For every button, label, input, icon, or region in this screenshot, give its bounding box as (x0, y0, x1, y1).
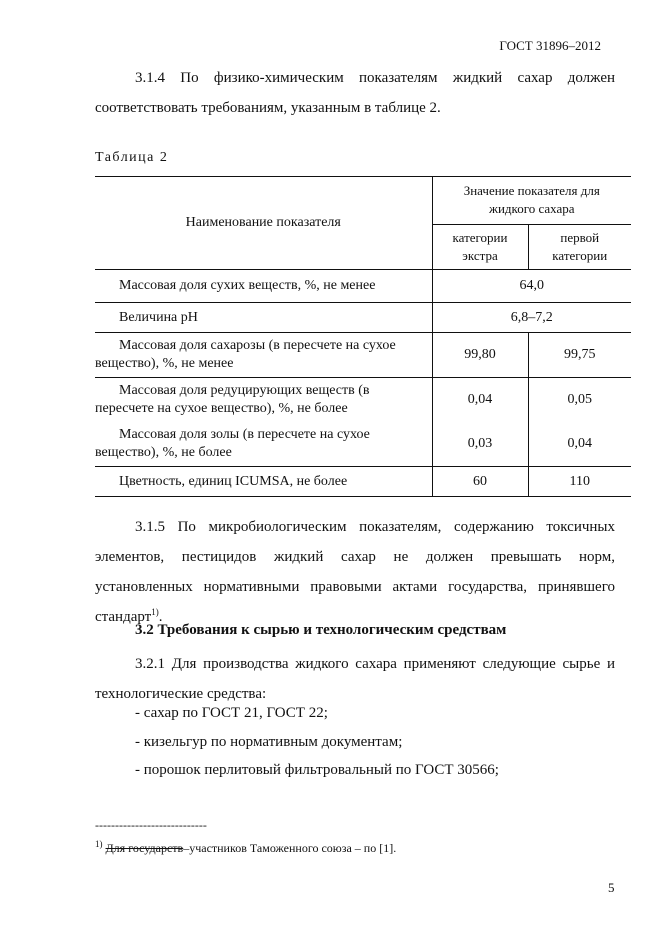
paragraph-line: технологические средства: (95, 686, 267, 702)
row-name: Цветность, единиц ICUMSA, не более (95, 467, 432, 497)
paragraph-3-2-1 (95, 649, 615, 709)
header-extra-category (432, 224, 528, 270)
paragraph-text: 3.2.1 Для производства жидкого сахара применяют следующие сырье и (135, 656, 615, 672)
table-row (95, 303, 631, 333)
row-value-first: 110 (528, 467, 631, 497)
table-2 (95, 176, 631, 497)
row-value-extra: 0,03 (432, 422, 528, 467)
table-caption: Таблица 2 (95, 150, 169, 165)
header-text: Значение показателя для (463, 183, 600, 199)
row-value-first: 99,75 (528, 333, 631, 378)
row-name: Величина рН (95, 303, 432, 333)
row-value-extra: 99,80 (432, 333, 528, 378)
row-value-first: 0,04 (528, 422, 631, 467)
paragraph-text: стандарт (95, 609, 152, 625)
row-name: Массовая доля золы (в пересчете на сухое вещество), %, не более (95, 422, 432, 467)
table-row (95, 378, 631, 423)
header-text: экстра (462, 247, 498, 263)
header-text: категории (452, 229, 508, 245)
table-row (95, 467, 631, 497)
footnote (95, 841, 396, 856)
document-code: ГОСТ 31896–2012 (499, 38, 601, 53)
footnote-separator: ---------------------------- (95, 818, 207, 832)
row-value-first: 0,05 (567, 392, 592, 407)
paragraph-line: установленных нормативными правовыми актами государства, принявшего (95, 579, 615, 595)
footnote-marker: 1) (95, 839, 103, 849)
paragraph-3-1-5 (95, 512, 615, 632)
paragraph-line (95, 63, 615, 93)
list-item: - кизельгур по нормативным документам; (135, 734, 403, 750)
paragraph-line: соответствовать требованиям, указанным в таблице 2. (95, 100, 441, 116)
table-row (95, 333, 631, 378)
footnote-text-struck: Для государств (105, 841, 184, 855)
paragraph-text: . (158, 609, 163, 625)
header-text: жидкого сахара (488, 201, 575, 217)
footnote-text: –участников Таможенного союза – по [1]. (183, 841, 397, 855)
header-value-group (432, 177, 631, 225)
paragraph-line (95, 649, 615, 679)
row-name: Массовая доля редуцирующих веществ (в пересчете на сухое вещество), %, не более (95, 378, 432, 423)
header-text: категории (552, 247, 608, 263)
page-number: 5 (608, 880, 615, 895)
header-indicator-name: Наименование показателя (95, 177, 432, 270)
paragraph-line: элементов, пестицидов жидкий сахар не должен превышать норм, (95, 549, 615, 565)
list-item: - сахар по ГОСТ 21, ГОСТ 22; (135, 705, 328, 721)
section-heading: 3.2 Требования к сырью и технологическим средствам (135, 622, 507, 638)
paragraph-line (95, 512, 615, 542)
table-row (95, 422, 631, 467)
row-value-merged: 64,0 (432, 270, 631, 303)
paragraph-3-1-4 (95, 63, 615, 123)
list-item: - порошок перлитовый фильтровальный по ГОСТ 30566; (135, 762, 499, 778)
footnote-ref: 1) (151, 607, 159, 617)
row-name: Массовая доля сухих веществ, %, не менее (95, 270, 432, 303)
paragraph-text: 3.1.5 По микробиологическим показателям, содержанию токсичных (135, 519, 615, 535)
row-value-merged: 6,8–7,2 (432, 303, 631, 333)
paragraph-text: 3.1.4 По физико-химическим показателям жидкий сахар должен (135, 70, 615, 86)
row-name: Массовая доля сахарозы (в пересчете на сухое вещество), %, не менее (95, 333, 432, 378)
header-text: первой (560, 229, 600, 245)
table-row (95, 270, 631, 303)
header-first-category (528, 224, 631, 270)
row-value-extra: 60 (432, 467, 528, 497)
row-value-extra: 0,04 (432, 378, 528, 423)
